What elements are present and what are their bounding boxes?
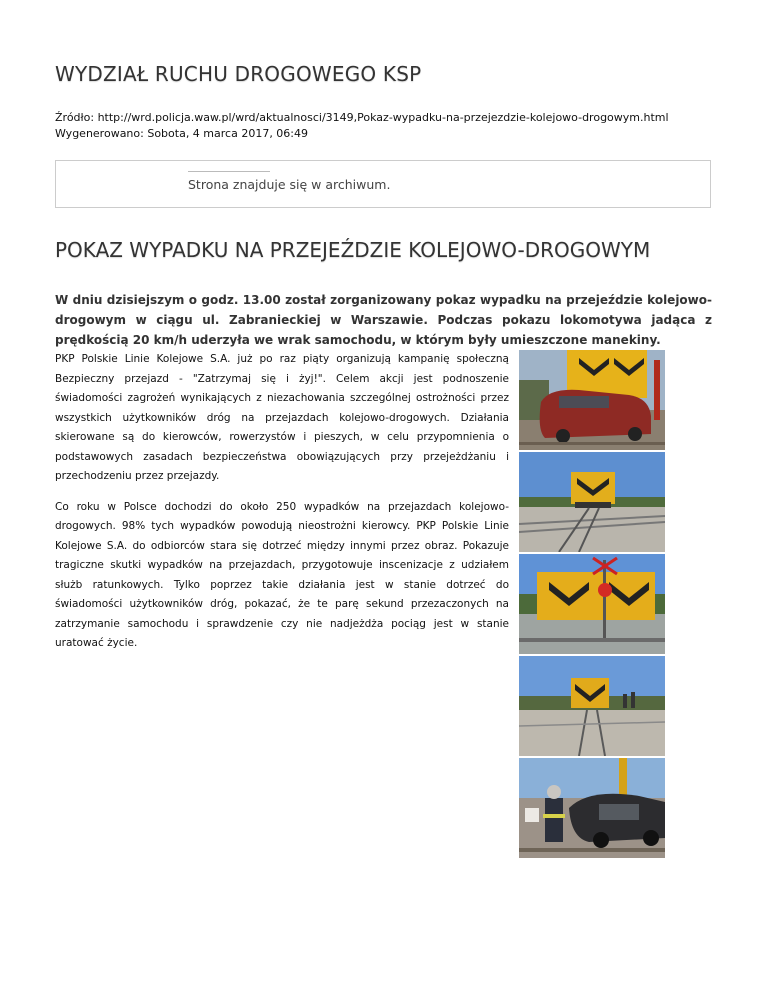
photo-locomotive-on-tracks[interactable]: [519, 656, 665, 756]
archive-notice-box: [55, 160, 711, 208]
photo-rescue-team[interactable]: [519, 758, 665, 858]
archive-notice: Strona znajduje się w archiwum.: [188, 177, 391, 192]
article-title: POKAZ WYPADKU NA PRZEJEŹDZIE KOLEJOWO-DROGOWYM: [55, 238, 651, 262]
article-lead: W dniu dzisiejszym o godz. 13.00 został zorganizowany pokaz wypadku na przejeździe kolejowo-drogowym w ciągu ul. Zabranieckiej w Warszawie. Podczas pokazu lokomotywa jadąca z prędkością 20 km/h uderzyła we wrak samochodu, w którym były umieszczone manekiny.: [55, 293, 712, 347]
photo-locomotive-and-car[interactable]: [519, 350, 665, 450]
photo-crossing-sign[interactable]: [519, 554, 665, 654]
source-url: Źródło: http://wrd.policja.waw.pl/wrd/aktualnosci/3149,Pokaz-wypadku-na-przejezdzie-kolejowo-drogowym.html: [55, 111, 669, 124]
photo-gallery: [519, 350, 665, 860]
article-paragraph: Co roku w Polsce dochodzi do około 250 wypadków na przejazdach kolejowo-drogowych. 98% tych wypadków powodują nieostrożni kierowcy. PKP Polskie Linie Kolejowe S.A. do odbiorców stara się dotrzeć między innymi przez obraz. Pokazuje tragiczne skutki wypadków na przejazdach, przygotowuje inscenizacje z udziałem służb ratunkowych. Tylko poprzez takie działania jest w stanie dotrzeć do świadomości użytkowników dróg, pokazać, że te parę sekund przezaczonych na zatrzymanie samochodu i sprawdzenie czy nie nadjeżdża pociąg jest w stanie uratować życie.: [55, 500, 509, 649]
archive-divider: [188, 171, 270, 172]
document-meta: [55, 110, 669, 142]
article-paragraph: PKP Polskie Linie Kolejowe S.A. już po raz piąty organizują kampanię społeczną Bezpieczny przejazd - "Zatrzymaj się i żyj!". Celem akcji jest podnoszenie świadomości zagrożeń wynikających z niezachowania szczególnej ostrożności przez wszystkich użytkowników dróg na przejazdach kolejowo-drogowych. Działania skierowane są do kierowców, rowerzystów i pieszych, w celu przypomnienia o podstawowych zasadach bezpieczeństwa obowiązujących przy przejeżdżaniu i przechodzeniu przez przejazdy.: [55, 353, 509, 482]
site-title: WYDZIAŁ RUCHU DROGOWEGO KSP: [55, 62, 422, 86]
photo-locomotive-at-crossing[interactable]: [519, 452, 665, 552]
generated-date: Wygenerowano: Sobota, 4 marca 2017, 06:49: [55, 127, 309, 140]
article-body: [55, 350, 509, 665]
